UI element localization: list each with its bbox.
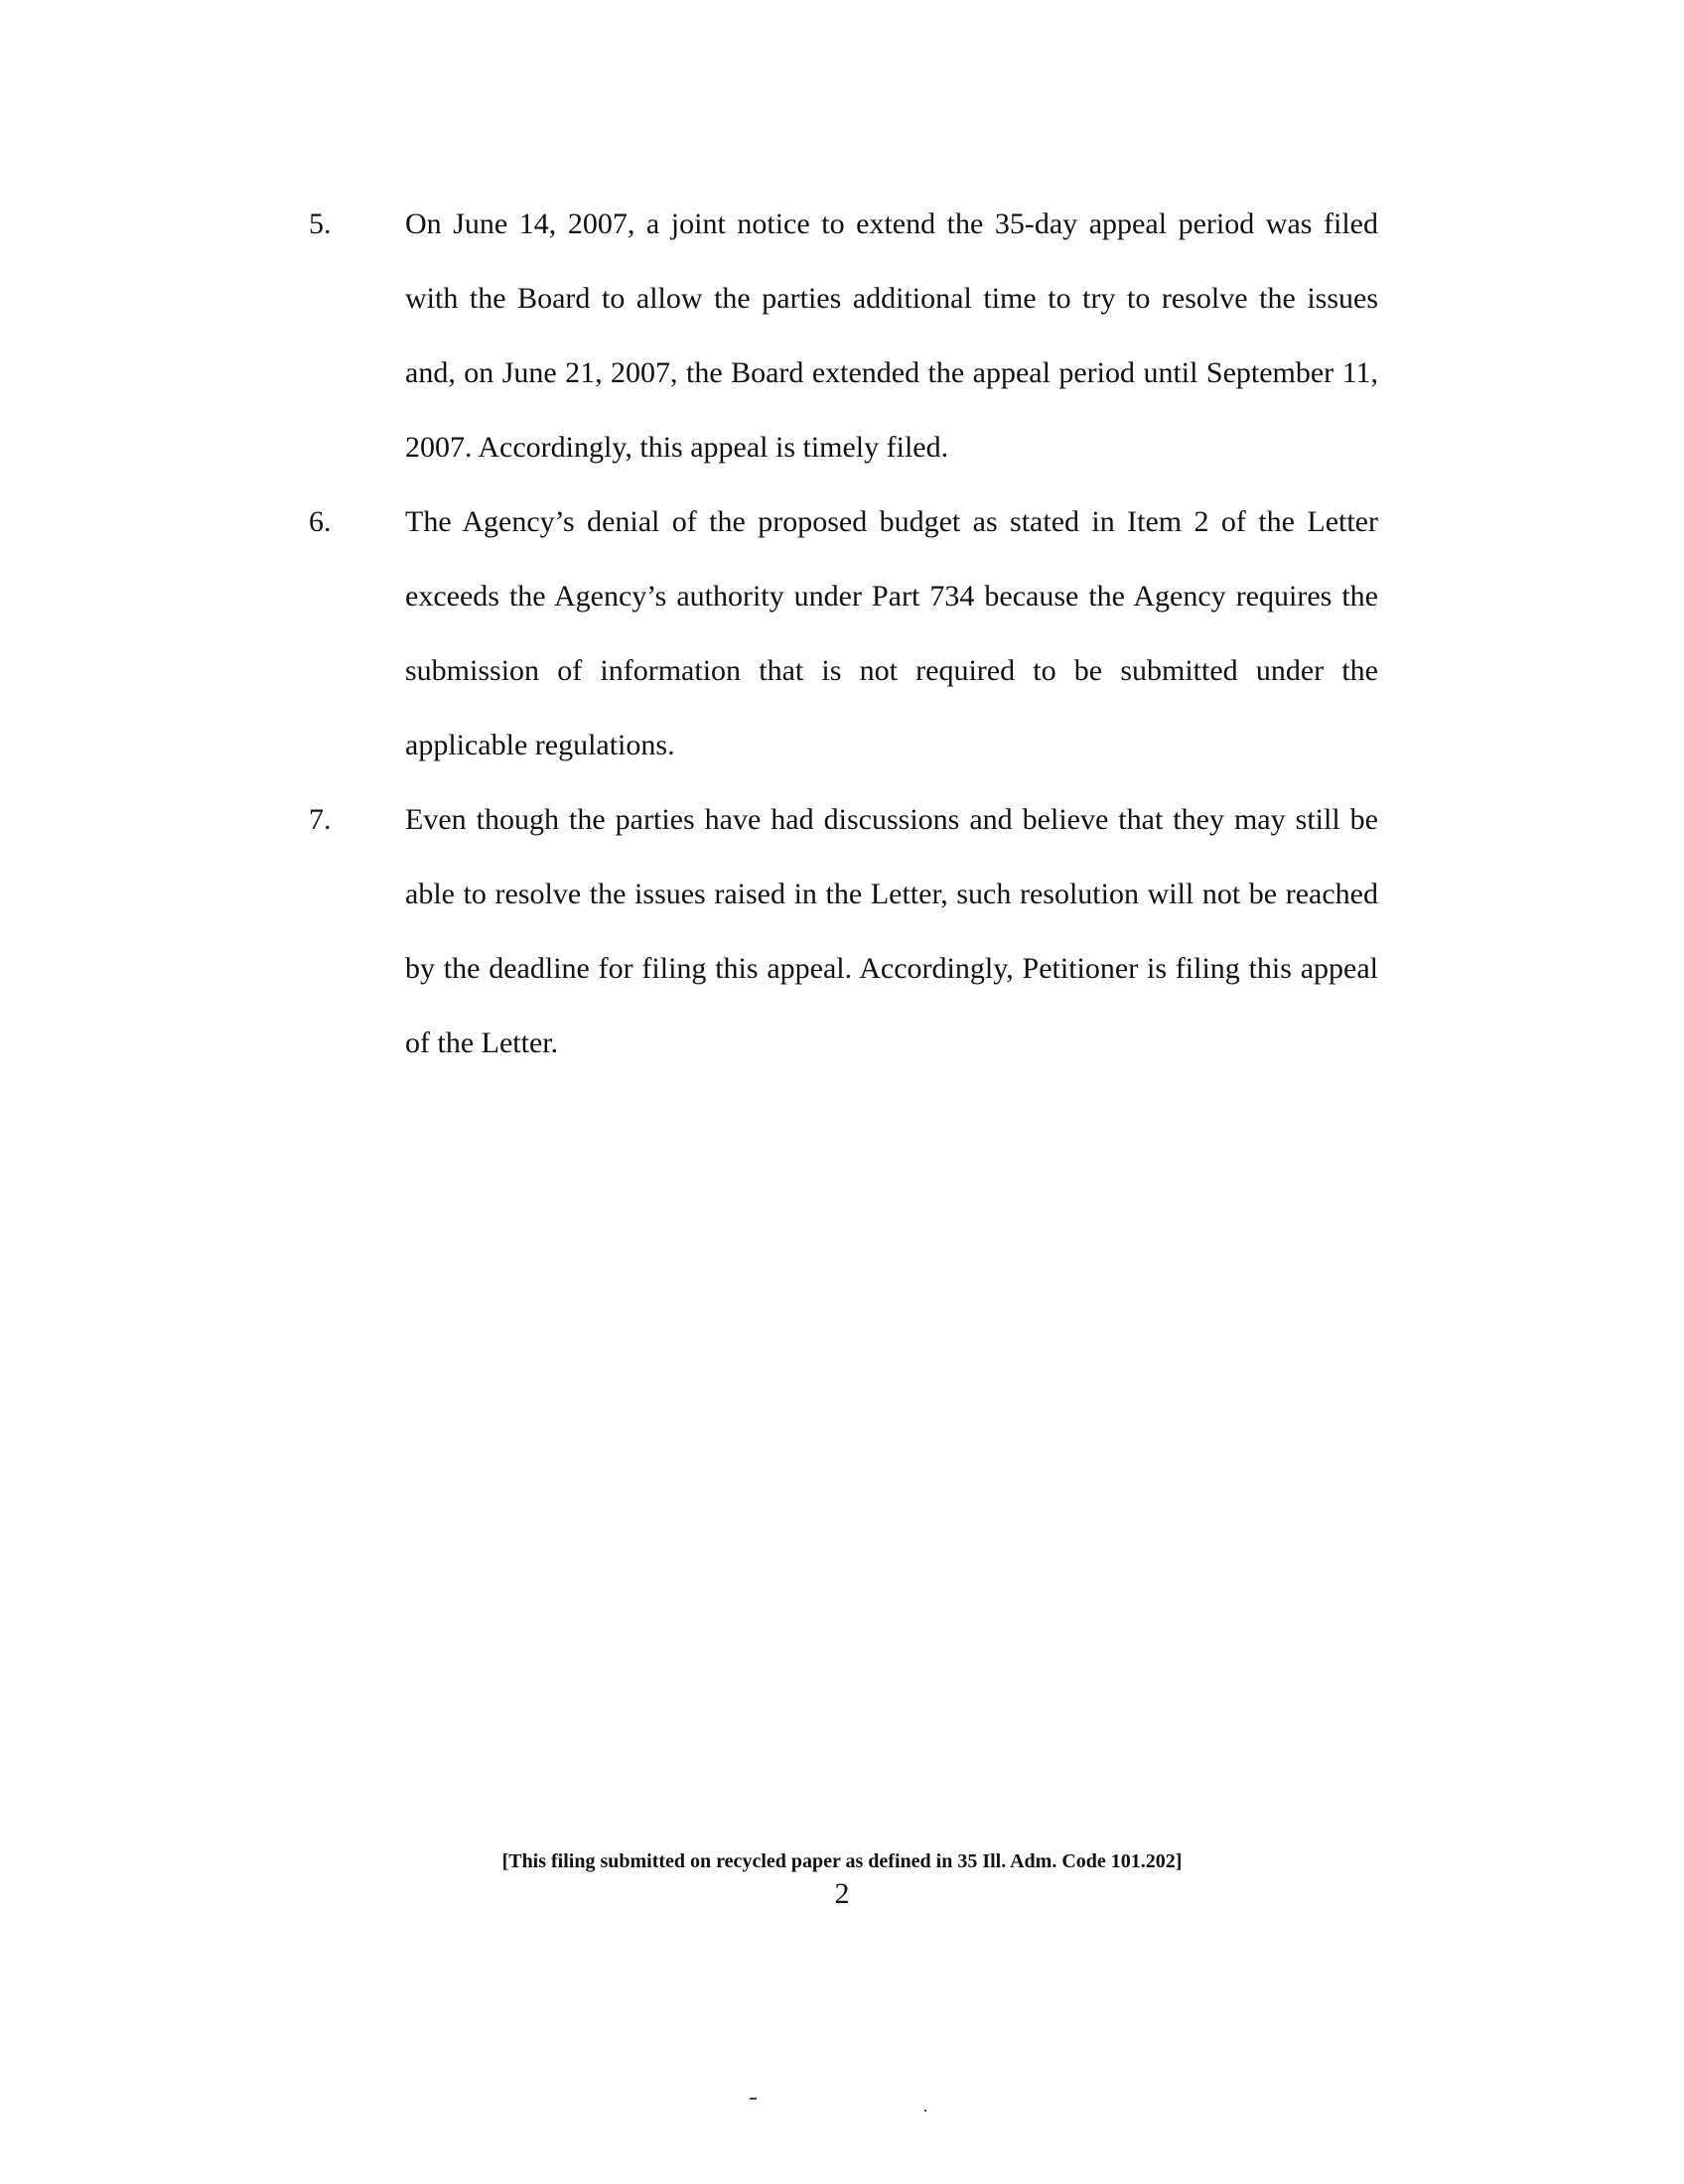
paragraph-text: On June 14, 2007, a joint notice to extend the 35-day appeal period was filed with the Board to allow the parties additional time to try to resolve the issues and, on June 21, 2007, the Board extended the appeal period until September 11, 2007. Accordingly, this appeal is timely filed. [405, 207, 1378, 464]
scan-speck [924, 2110, 926, 2112]
paragraph-number: 7. [309, 803, 332, 836]
paragraph-number: 5. [309, 207, 332, 240]
page-number: 2 [834, 1877, 850, 1910]
paragraph-text: The Agency’s denial of the proposed budget as stated in Item 2 of the Letter exceeds the Agency’s authority under Part 734 because the Agency requires the submission of information that is not required to be submitted under the applicable regulations. [405, 505, 1378, 761]
paragraph-text: Even though the parties have had discussions and believe that they may still be able to resolve the issues raised in the Letter, such resolution will not be reached by the deadline for filing this appeal. Accordingly, Petitioner is filing this appeal of the Letter. [405, 803, 1378, 1059]
scan-speck [750, 2098, 757, 2100]
footer-recycled-paper-note: [This filing submitted on recycled paper as defined in 35 Ill. Adm. Code 101.202] [501, 1850, 1183, 1872]
paragraph-number: 6. [309, 505, 332, 538]
